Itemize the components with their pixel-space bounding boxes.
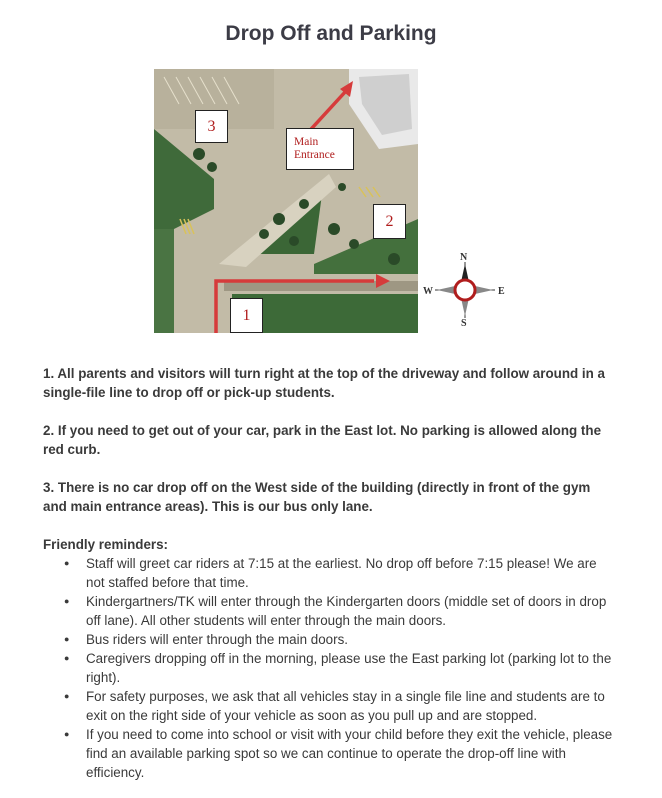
map-marker-1: 1 (230, 298, 263, 333)
page-title: Drop Off and Parking (225, 22, 437, 45)
map-marker-3: 3 (195, 110, 228, 143)
instruction-2: 2. If you need to get out of your car, park in the East lot. No parking is allowed along the red curb. (43, 423, 602, 457)
map-marker-2: 2 (373, 204, 406, 239)
instructions (43, 364, 613, 782)
main-entrance-line1: Main (294, 136, 319, 148)
main-entrance-line2: Entrance (294, 149, 335, 161)
list-item: ● Bus riders will enter through the main doors. (43, 630, 613, 649)
compass-east-label: E (498, 286, 505, 297)
map-marker-main-entrance (286, 128, 354, 170)
list-item: ● If you need to come into school or visit with your child before they exit the vehicle, please find an available parking spot so we can continue to operate the drop-off line with efficiency. (43, 725, 613, 782)
list-item: ● For safety purposes, we ask that all vehicles stay in a single file line and students are to exit on the right side of your vehicle as soon as you pull up and are stopped. (43, 687, 613, 725)
list-item: ● Caregivers dropping off in the morning, please use the East parking lot (parking lot to the right). (43, 649, 613, 687)
list-item: ● Kindergartners/TK will enter through the Kindergarten doors (middle set of doors in drop off lane). All other students will enter through the main doors. (43, 592, 613, 630)
aerial-map-image (154, 69, 418, 333)
aerial-map (154, 69, 418, 333)
compass-rose (421, 252, 509, 332)
list-item: ● Staff will greet car riders at 7:15 at the earliest. No drop off before 7:15 please! We are not staffed before that time. (43, 554, 613, 592)
compass-west-label: W (423, 286, 433, 297)
reminders-list (43, 554, 613, 782)
compass-north-label: N (460, 252, 468, 263)
instruction-1: 1. All parents and visitors will turn right at the top of the driveway and follow around in a single-file line to drop off or pick-up students. (43, 366, 605, 400)
reminders-title: Friendly reminders: (43, 537, 169, 552)
instruction-3: 3. There is no car drop off on the West side of the building (directly in front of the gym and main entrance areas). This is our bus only lane. (43, 480, 591, 514)
compass-south-label: S (461, 318, 467, 329)
